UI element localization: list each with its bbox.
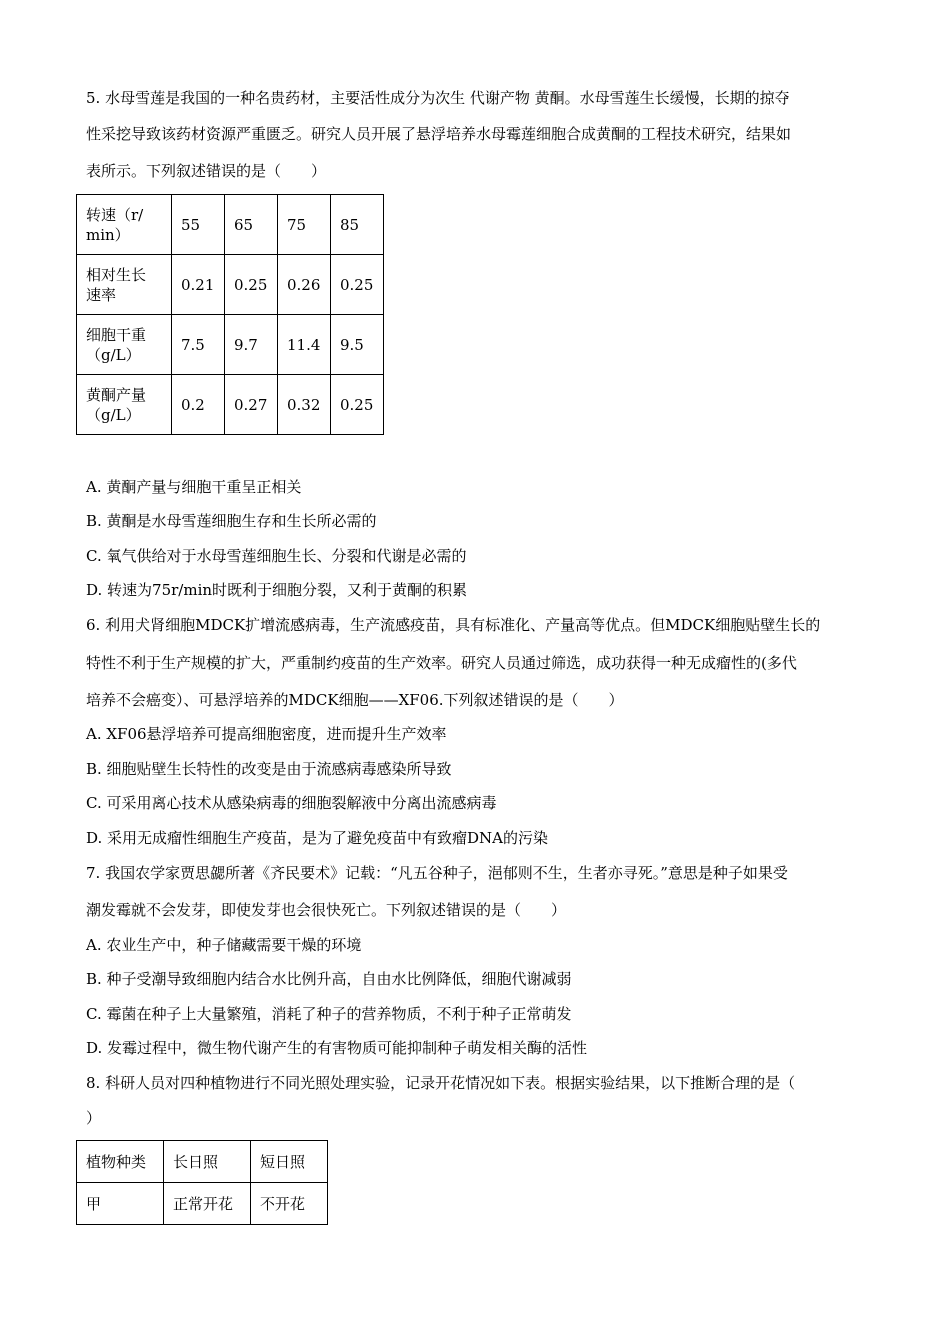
- table-cell: 甲: [77, 1183, 164, 1225]
- table-cell: 0.32: [278, 375, 331, 435]
- row-label: 细胞干重 （g/L）: [77, 315, 172, 375]
- table-row: [77, 315, 384, 375]
- table-row: [77, 195, 384, 255]
- table-header-cell: 长日照: [164, 1141, 251, 1183]
- table-cell: 0.21: [172, 255, 225, 315]
- q5-stem-line-3: 表所示。下列叙述错误的是（ ）: [86, 162, 327, 180]
- table-row: [77, 375, 384, 435]
- q6-stem-line-2: 特性不利于生产规模的扩大，严重制约疫苗的生产效率。研究人员通过筛选，成功获得一种无成瘤性的(多代: [86, 654, 797, 672]
- q5-option-b: B. 黄酮是水母雪莲细胞生存和生长所必需的: [86, 512, 377, 530]
- q5-option-a: A. 黄酮产量与细胞干重呈正相关: [86, 478, 302, 496]
- table-cell: 65: [225, 195, 278, 255]
- q7-option-b: B. 种子受潮导致细胞内结合水比例升高，自由水比例降低，细胞代谢减弱: [86, 970, 572, 988]
- q5-option-c: C. 氧气供给对于水母雪莲细胞生长、分裂和代谢是必需的: [86, 547, 467, 565]
- table-cell: 0.25: [331, 255, 384, 315]
- table-cell: 85: [331, 195, 384, 255]
- table-cell: 不开花: [251, 1183, 328, 1225]
- q8-stem-line-2: ）: [86, 1109, 102, 1127]
- table-cell: 0.25: [331, 375, 384, 435]
- q6-option-d: D. 采用无成瘤性细胞生产疫苗，是为了避免疫苗中有致瘤DNA的污染: [86, 829, 549, 847]
- table-row: [77, 1183, 328, 1225]
- table-cell: 0.27: [225, 375, 278, 435]
- row-label: 相对生长 速率: [77, 255, 172, 315]
- q7-option-c: C. 霉菌在种子上大量繁殖，消耗了种子的营养物质，不利于种子正常萌发: [86, 1005, 572, 1023]
- table-cell: 正常开花: [164, 1183, 251, 1225]
- table-header-row: [77, 1141, 328, 1183]
- table-cell: 0.26: [278, 255, 331, 315]
- q7-option-a: A. 农业生产中，种子储藏需要干燥的环境: [86, 936, 362, 954]
- table-cell: 9.5: [331, 315, 384, 375]
- table-cell: 75: [278, 195, 331, 255]
- q6-option-a: A. XF06悬浮培养可提高细胞密度，进而提升生产效率: [86, 725, 447, 743]
- q6-option-b: B. 细胞贴壁生长特性的改变是由于流感病毒感染所导致: [86, 760, 452, 778]
- table-cell: 0.25: [225, 255, 278, 315]
- table-cell: 55: [172, 195, 225, 255]
- table-cell: 0.2: [172, 375, 225, 435]
- table-cell: 11.4: [278, 315, 331, 375]
- table-cell: 7.5: [172, 315, 225, 375]
- q8-data-table: [76, 1140, 328, 1225]
- table-header-cell: 短日照: [251, 1141, 328, 1183]
- q5-stem-line-2: 性采挖导致该药材资源严重匮乏。研究人员开展了悬浮培养水母霉莲细胞合成黄酮的工程技术研究，结果如: [86, 125, 792, 143]
- q6-stem-line-1: 6. 利用犬肾细胞MDCK扩增流感病毒，生产流感疫苗，具有标准化、产量高等优点。但MDCK细胞贴壁生长的: [86, 616, 821, 634]
- q8-stem-line-1: 8. 科研人员对四种植物进行不同光照处理实验，记录开花情况如下表。根据实验结果，以下推断合理的是（: [86, 1074, 796, 1092]
- q5-data-table: [76, 194, 384, 435]
- q7-stem-line-2: 潮发霉就不会发芽，即使发芽也会很快死亡。下列叙述错误的是（ ）: [86, 901, 567, 919]
- q6-option-c: C. 可采用离心技术从感染病毒的细胞裂解液中分离出流感病毒: [86, 794, 497, 812]
- row-label: 转速（r/ min）: [77, 195, 172, 255]
- row-label: 黄酮产量 （g/L）: [77, 375, 172, 435]
- table-cell: 9.7: [225, 315, 278, 375]
- q6-stem-line-3: 培养不会癌变）、可悬浮培养的MDCK细胞——XF06.下列叙述错误的是（ ）: [86, 691, 624, 709]
- q7-stem-line-1: 7. 我国农学家贾思勰所著《齐民要术》记载：“凡五谷种子，浥郁则不生，生者亦寻死。”意思是种子如果受: [86, 864, 788, 882]
- table-header-cell: 植物种类: [77, 1141, 164, 1183]
- q7-option-d: D. 发霉过程中，微生物代谢产生的有害物质可能抑制种子萌发相关酶的活性: [86, 1039, 588, 1057]
- q5-option-d: D. 转速为75r/min时既利于细胞分裂，又利于黄酮的积累: [86, 581, 468, 599]
- q5-stem-line-1: 5. 水母雪莲是我国的一种名贵药材，主要活性成分为次生 代谢产物 黄酮。水母雪莲生长缓慢，长期的掠夺: [86, 89, 790, 107]
- table-row: [77, 255, 384, 315]
